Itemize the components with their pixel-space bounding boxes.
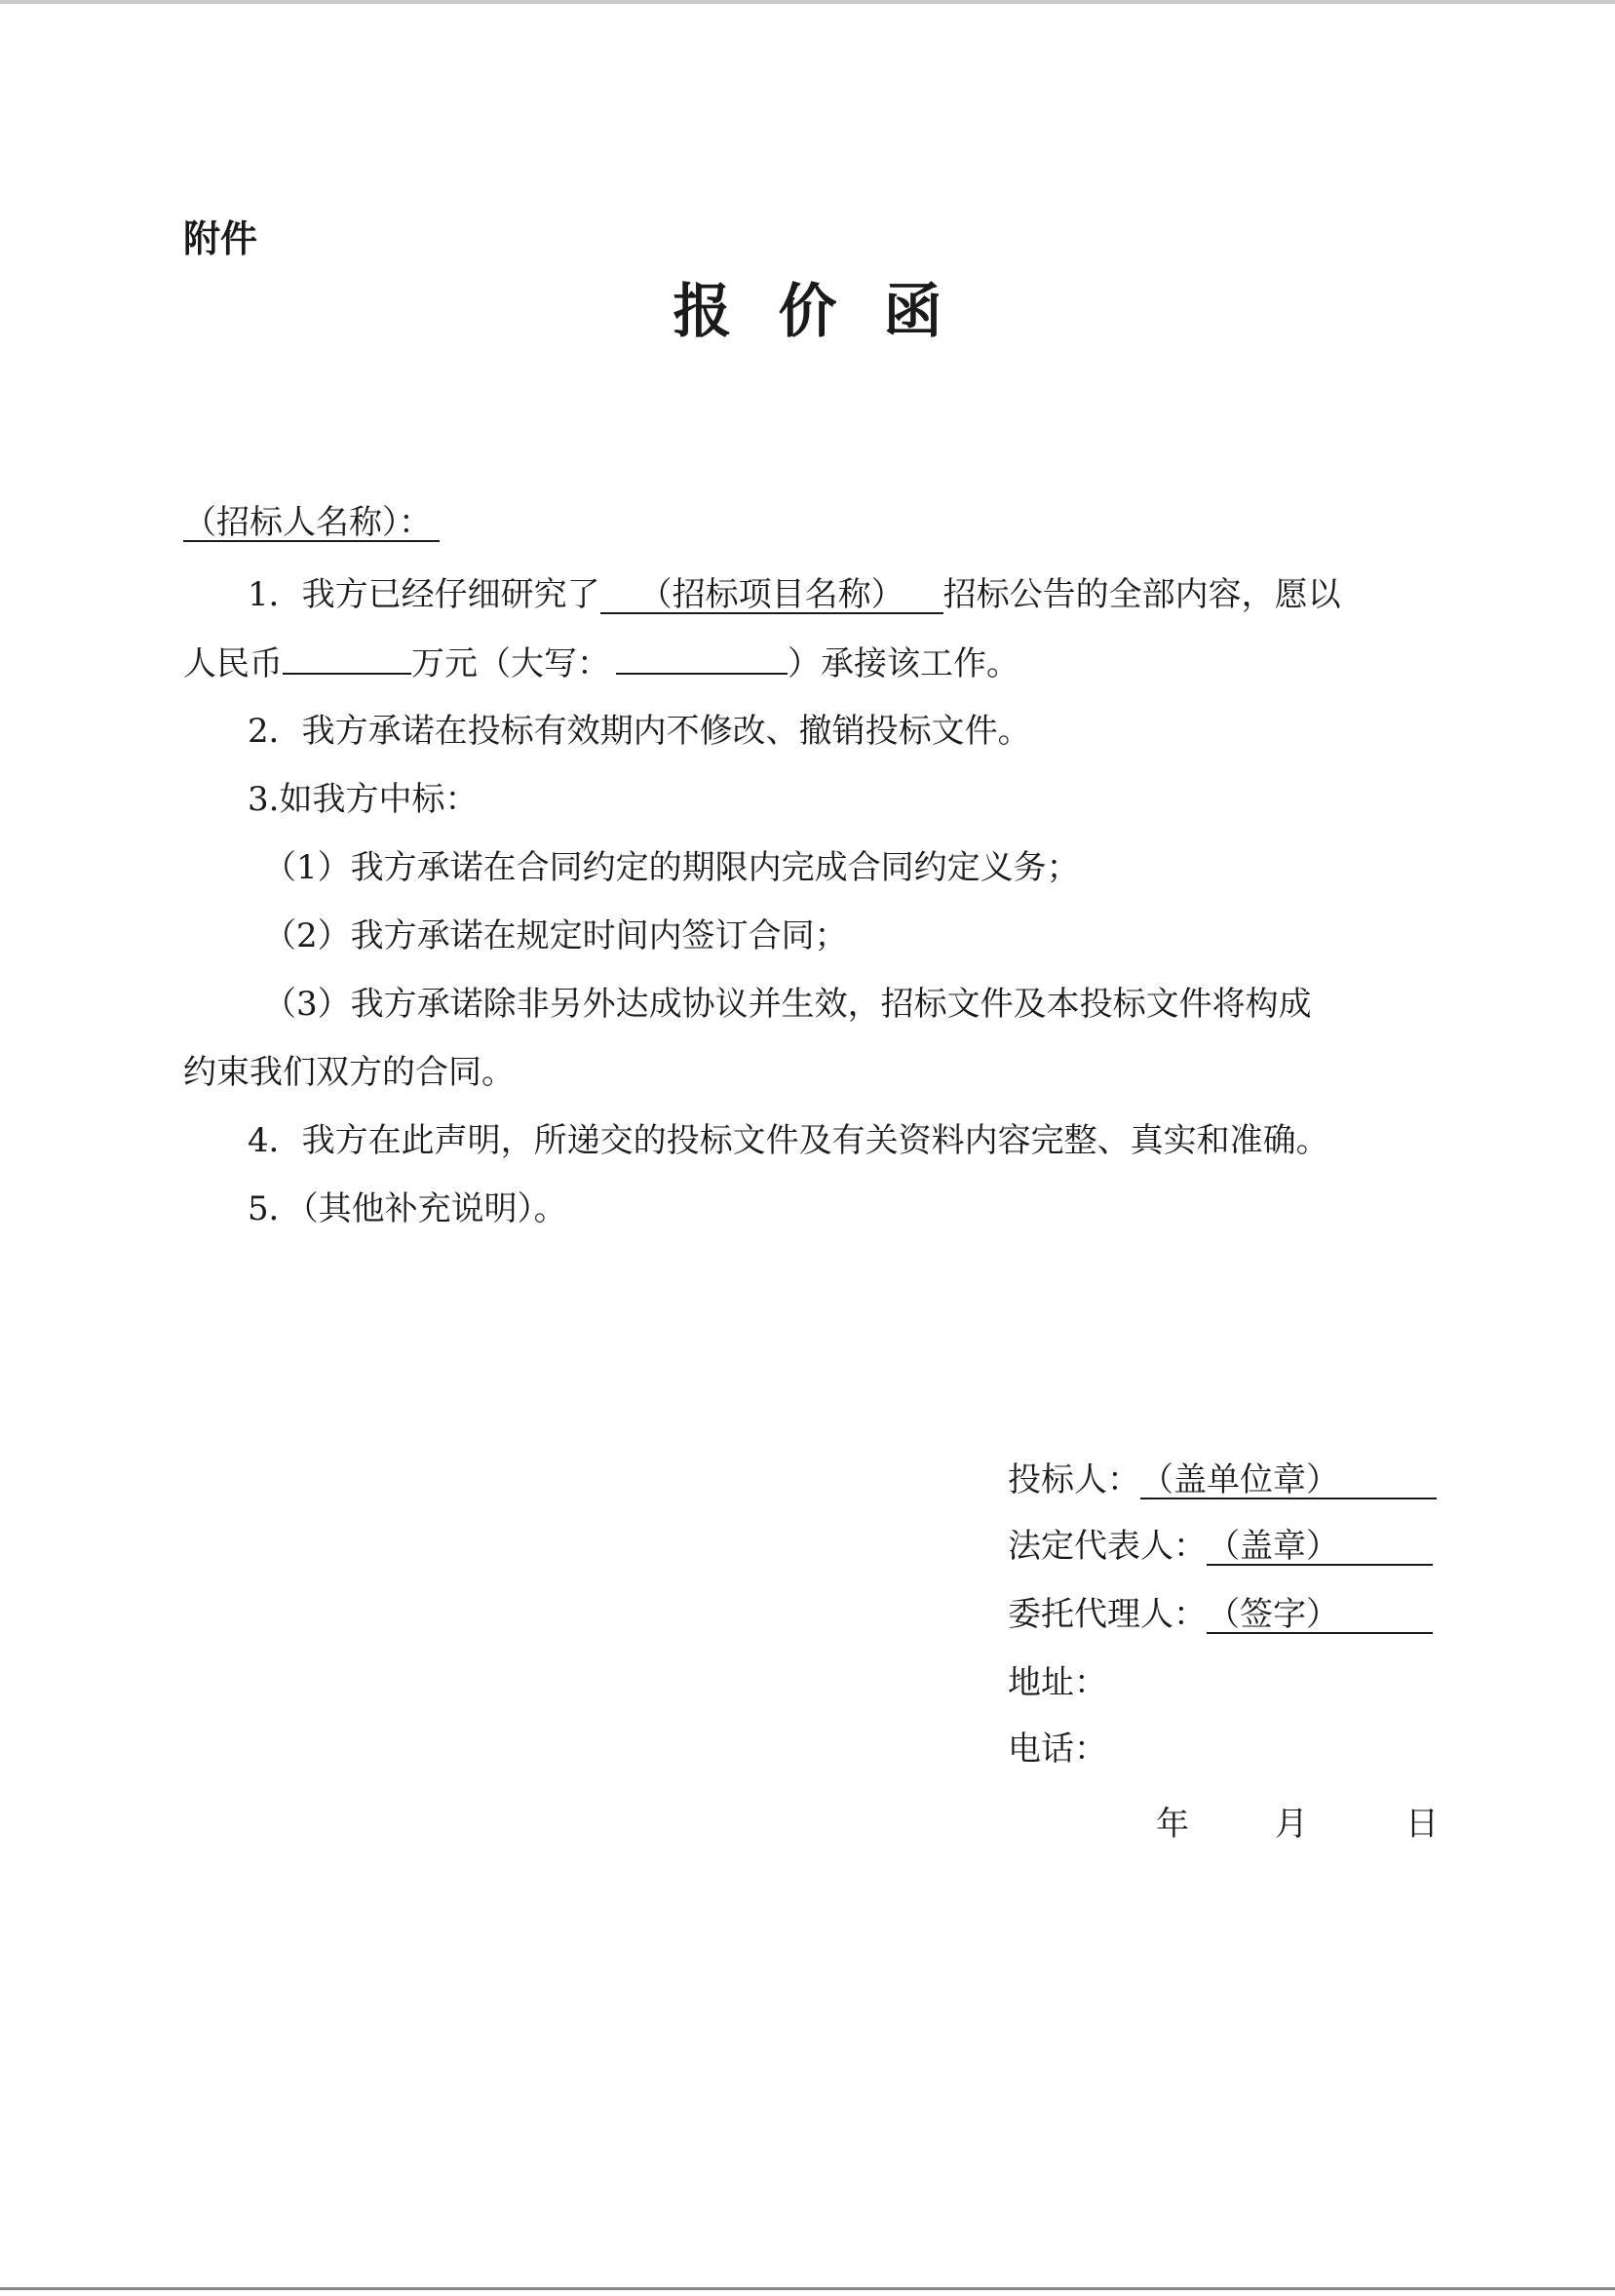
date-month: 月 (1275, 1805, 1308, 1844)
scan-bottom-edge (0, 2287, 1615, 2290)
item-1-line-1 (248, 575, 1341, 614)
agent-label: 委托代理人： (1008, 1595, 1207, 1634)
addressee-line (183, 503, 440, 542)
amount-blank (283, 643, 411, 675)
addressee-field: （招标人名称）： (183, 505, 440, 542)
bidder-line (1008, 1460, 1437, 1499)
item-1-end: ）承接该工作。 (788, 644, 1019, 683)
amount-uppercase-blank (616, 643, 788, 675)
agent-signature-field: （签字） (1207, 1597, 1433, 1634)
item-4: 4．我方在此声明，所递交的投标文件及有关资料内容完整、真实和准确。 (248, 1121, 1329, 1160)
date-year: 年 (1156, 1805, 1189, 1844)
currency-label: 人民币 (183, 644, 283, 683)
item-3-2: （2）我方承诺在规定时间内签订合同； (263, 916, 848, 955)
unit-label: 万元（大写： (411, 644, 610, 683)
legal-rep-stamp-field: （盖章） (1207, 1529, 1433, 1566)
item-1-prefix: 1．我方已经仔细研究了 (248, 575, 600, 614)
address-label: 地址： (1008, 1663, 1107, 1702)
scan-top-edge (0, 0, 1615, 4)
item-1-suffix: 招标公告的全部内容，愿以 (942, 575, 1341, 614)
bidder-stamp-field: （盖单位章） (1140, 1462, 1437, 1499)
date-day: 日 (1405, 1805, 1439, 1844)
item-1-line-2 (183, 643, 1019, 683)
item-3-3-line-2: 约束我们双方的合同。 (183, 1053, 515, 1092)
item-5: 5．（其他补充说明）。 (248, 1189, 567, 1228)
phone-label: 电话： (1008, 1730, 1107, 1769)
item-2: 2．我方承诺在投标有效期内不修改、撤销投标文件。 (248, 712, 1031, 751)
document-title: 报价函 (673, 278, 989, 346)
item-3-1: （1）我方承诺在合同约定的期限内完成合同约定义务； (263, 848, 1080, 887)
attachment-label: 附件 (183, 217, 258, 260)
agent-line (1008, 1595, 1433, 1634)
project-name-field: （招标项目名称） (600, 577, 943, 614)
legal-rep-line (1008, 1527, 1433, 1566)
legal-rep-label: 法定代表人： (1008, 1527, 1207, 1566)
item-3: 3.如我方中标： (248, 780, 479, 819)
item-3-3-line-1: （3）我方承诺除非另外达成协议并生效，招标文件及本投标文件将构成 (263, 985, 1312, 1024)
bidder-label: 投标人： (1008, 1460, 1140, 1499)
